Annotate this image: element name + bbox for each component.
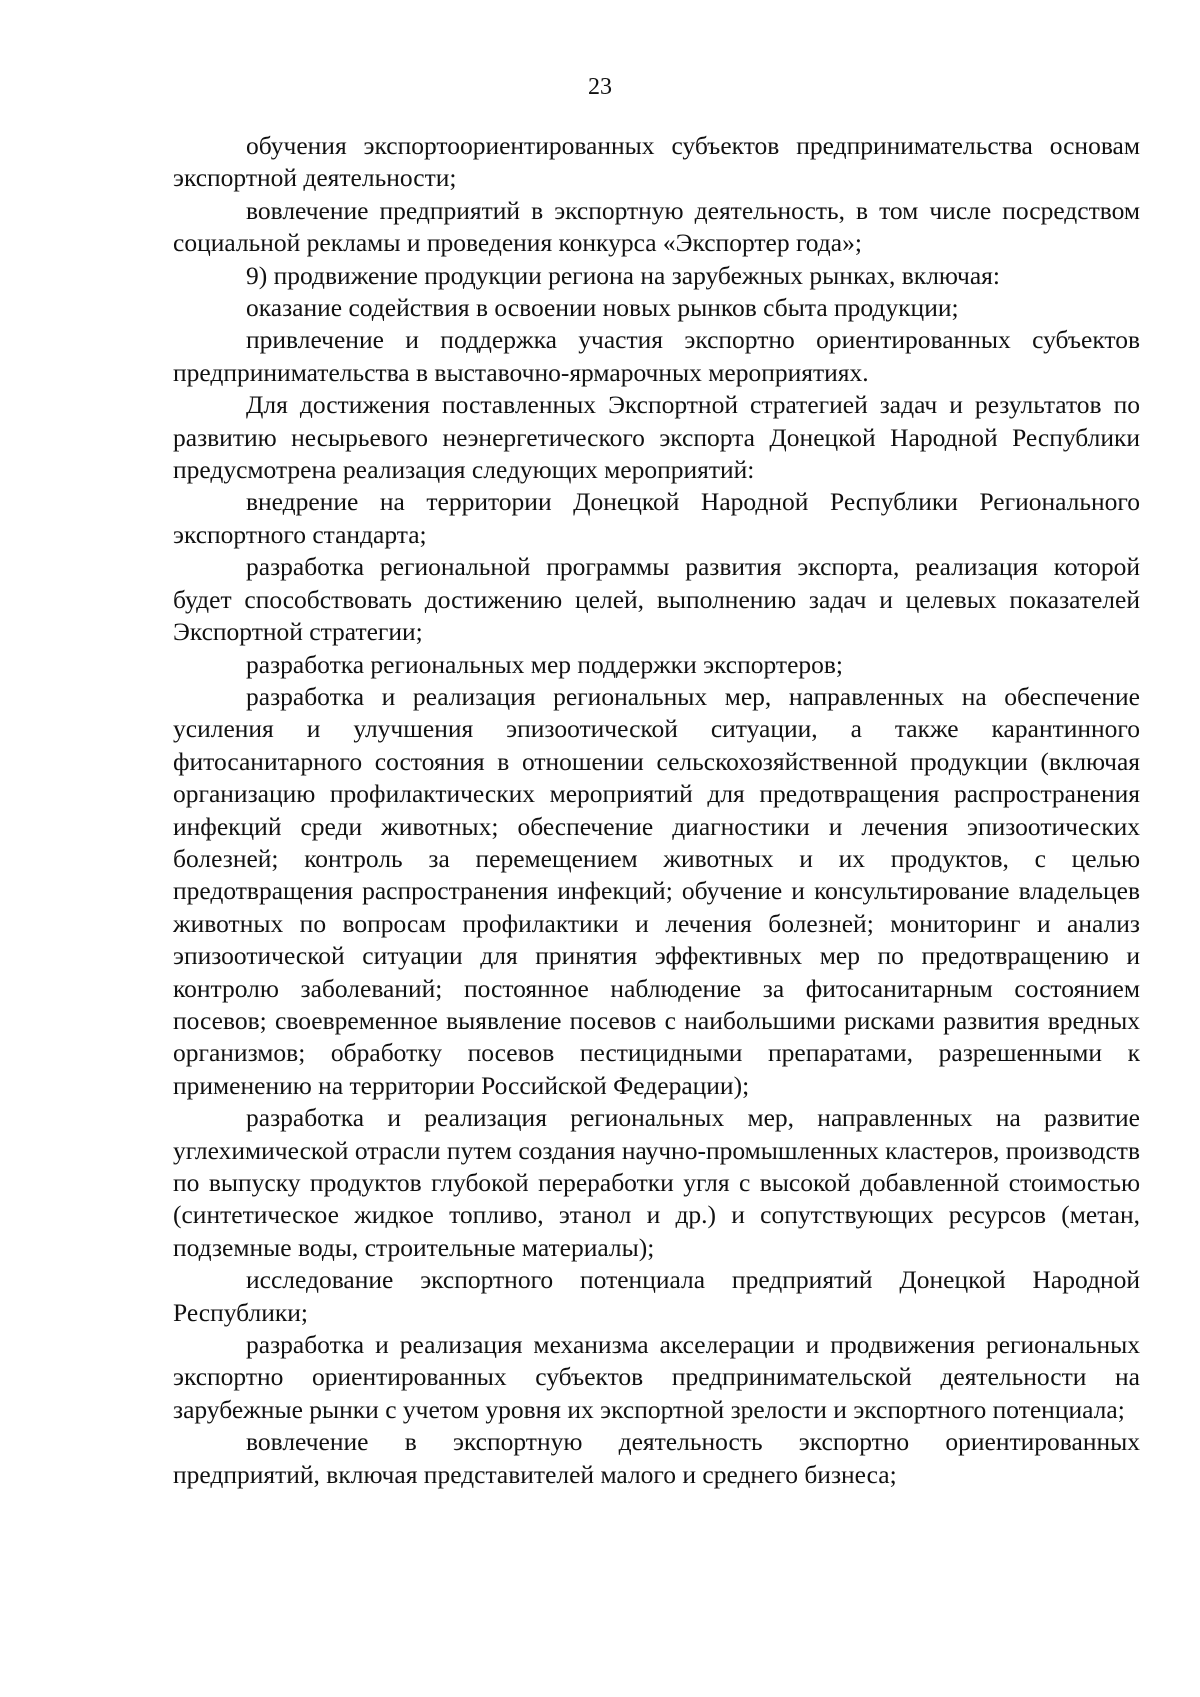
page-number: 23 [588,74,612,100]
paragraph: оказание содействия в освоении новых рынков сбыта продукции; [246,293,959,323]
paragraph: разработка и реализация региональных мер, направленных на развитие углехимической отрасли путем создания научно-промышленных кластеров, производств по выпуску продуктов глубокой переработки угля с высокой добавленной стоимостью (синтетическое жидкое топливо, этанол и др.) и сопутствующих ресурсов (метан, подземные воды, строительные материалы); [173,1103,1140,1262]
paragraph: вовлечение предприятий в экспортную деятельность, в том числе посредством социальной рекламы и проведения конкурса «Экспортер года»; [173,195,1140,258]
paragraph: внедрение на территории Донецкой Народной Республики Регионального экспортного стандарта; [173,487,1140,549]
paragraph: привлечение и поддержка участия экспортно ориентированных субъектов предпринимательства в выставочно-ярмарочных мероприятиях. [173,325,1140,387]
paragraph: разработка региональных мер поддержки экспортеров; [246,649,844,679]
paragraph: исследование экспортного потенциала предприятий Донецкой Народной Республики; [173,1265,1140,1327]
paragraph: 9) продвижение продукции региона на зарубежных рынках, включая: [246,260,1000,290]
paragraph: разработка и реализация механизма акселерации и продвижения региональных экспортно ориентированных субъектов предпринимательской деятельности на зарубежные рынки с учетом уровня их экспортной зрелости и экспортного потенциала; [173,1330,1140,1424]
paragraph: разработка региональной программы развития экспорта, реализация которой будет способствовать достижению целей, выполнению задач и целевых показателей Экспортной стратегии; [173,552,1140,647]
paragraph: обучения экспортоориентированных субъектов предпринимательства основам экспортной деятельности; [173,131,1140,193]
document-body [173,130,1140,1491]
paragraph: вовлечение в экспортную деятельность экспортно ориентированных предприятий, включая представителей малого и среднего бизнеса; [173,1427,1140,1489]
paragraph: Для достижения поставленных Экспортной стратегией задач и результатов по развитию несырьевого неэнергетического экспорта Донецкой Народной Республики предусмотрена реализация следующих мероприятий: [173,390,1140,485]
paragraph: разработка и реализация региональных мер, направленных на обеспечение усиления и улучшения эпизоотической ситуации, а также карантинного фитосанитарного состояния в отношении сельскохозяйственной продукции (включая организацию профилактических мероприятий для предотвращения распространения инфекций среди животных; обеспечение диагностики и лечения эпизоотических болезней; контроль за перемещением животных и их продуктов, с целью предотвращения распространения инфекций; обучение и консультирование владельцев животных по вопросам профилактики и лечения болезней; мониторинг и анализ эпизоотической ситуации для принятия эффективных мер по предотвращению и контролю заболеваний; постоянное наблюдение за фитосанитарным состоянием посевов; своевременное выявление посевов с наибольшими рисками развития вредных организмов; обработку посевов пестицидными препаратами, разрешенными к применению на территории Российской Федерации); [173,681,1140,1100]
